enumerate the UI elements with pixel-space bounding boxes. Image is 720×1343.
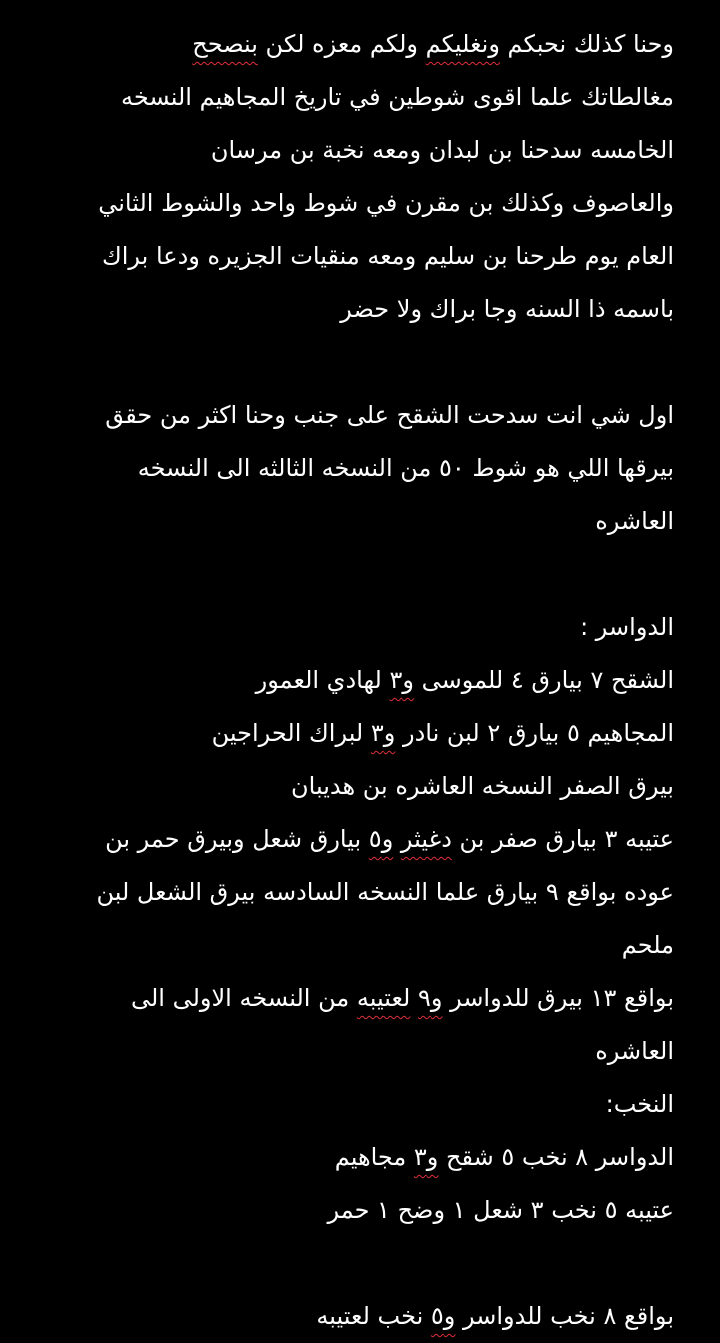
- note-line: [40, 919, 674, 972]
- note-line: [40, 1131, 674, 1184]
- spellcheck-word: و٣: [413, 1143, 439, 1171]
- text-segment: عتيبه ٣ بيارق صفر بن: [451, 825, 674, 853]
- text-segment: وحنا كذلك نحبكم: [499, 30, 674, 58]
- blank-line: [40, 336, 674, 389]
- text-segment: [393, 825, 401, 853]
- note-line: [40, 1078, 674, 1131]
- text-segment: العاشره: [595, 1037, 674, 1065]
- note-line: [40, 389, 674, 442]
- spellcheck-word: و٥: [368, 825, 394, 853]
- text-segment: والعاصوف وكذلك بن مقرن في شوط واحد والشوط الثاني: [98, 189, 674, 217]
- text-segment: لبراك الحراجين: [211, 719, 371, 747]
- text-segment: بواقع ٨ نخب للدواسر: [455, 1302, 674, 1330]
- note-line: [40, 601, 674, 654]
- text-segment: المجاهيم ٥ بيارق ٢ لبن نادر: [395, 719, 674, 747]
- text-segment: الدواسر ٨ نخب ٥ شقح: [438, 1143, 674, 1171]
- spellcheck-word: و٩: [417, 984, 443, 1012]
- note-line: [40, 283, 674, 336]
- note-line: [40, 1025, 674, 1078]
- note-line: [40, 866, 674, 919]
- text-segment: بيرقها اللي هو شوط ٥٠ من النسخه الثالثه الى النسخه: [137, 454, 674, 482]
- spellcheck-word: و٣: [370, 719, 396, 747]
- text-segment: ملحم: [621, 931, 674, 959]
- text-segment: بيارق شعل وبيرق حمر بن: [105, 825, 369, 853]
- note-line: [40, 1184, 674, 1237]
- text-segment: عوده بواقع ٩ بيارق علما النسخه السادسه بيرق الشعل لبن: [96, 878, 674, 906]
- spellcheck-word: دغيثر: [400, 825, 452, 853]
- spellcheck-word: بنصحح: [192, 30, 258, 58]
- text-segment: بواقع ١٣ بيرق للدواسر: [442, 984, 674, 1012]
- text-segment: مغالطاتك علما اقوى شوطين في تاريخ المجاهيم النسخه: [120, 83, 674, 111]
- note-line: [40, 654, 674, 707]
- note-line: [40, 71, 674, 124]
- text-segment: [410, 984, 418, 1012]
- text-segment: اول شي انت سدحت الشقح على جنب وحنا اكثر من حقق: [105, 401, 674, 429]
- note-line: [40, 707, 674, 760]
- note-line: [40, 442, 674, 495]
- text-segment: النخب:: [605, 1090, 674, 1118]
- text-segment: من النسخه الاولى الى: [130, 984, 357, 1012]
- note-line: [40, 813, 674, 866]
- note-line: [40, 177, 674, 230]
- note-line: [40, 230, 674, 283]
- blank-line: [40, 1237, 674, 1290]
- text-segment: العام يوم طرحنا بن سليم ومعه منقيات الجزيره ودعا براك: [101, 242, 674, 270]
- text-segment: الخامسه سدحنا بن لبدان ومعه نخبة بن مرسان: [210, 136, 674, 164]
- text-segment: ولكم معزه لكن: [257, 30, 426, 58]
- note-line: [40, 495, 674, 548]
- text-segment: نخب لعتيبه: [316, 1302, 431, 1330]
- spellcheck-word: ونغليكم: [425, 30, 500, 58]
- note-line: [40, 1290, 674, 1343]
- text-segment: الشقح ٧ بيارق ٤ للموسى: [413, 666, 674, 694]
- note-line: [40, 760, 674, 813]
- spellcheck-word: و٣: [389, 666, 414, 694]
- text-segment: بيرق الصفر النسخه العاشره بن هديبان: [291, 772, 674, 800]
- note-line: [40, 124, 674, 177]
- text-segment: لهادي العمور: [255, 666, 390, 694]
- text-segment: العاشره: [595, 507, 674, 535]
- text-segment: الدواسر :: [580, 613, 674, 641]
- blank-line: [40, 548, 674, 601]
- text-segment: مجاهيم: [334, 1143, 414, 1171]
- text-segment: عتيبه ٥ نخب ٣ شعل ١ وضح ١ حمر: [327, 1196, 674, 1224]
- text-segment: باسمه ذا السنه وجا براك ولا حضر: [340, 295, 674, 323]
- note-line: [40, 18, 674, 71]
- spellcheck-word: لعتيبه: [356, 984, 411, 1012]
- spellcheck-word: و٥: [430, 1302, 456, 1330]
- note-line: [40, 972, 674, 1025]
